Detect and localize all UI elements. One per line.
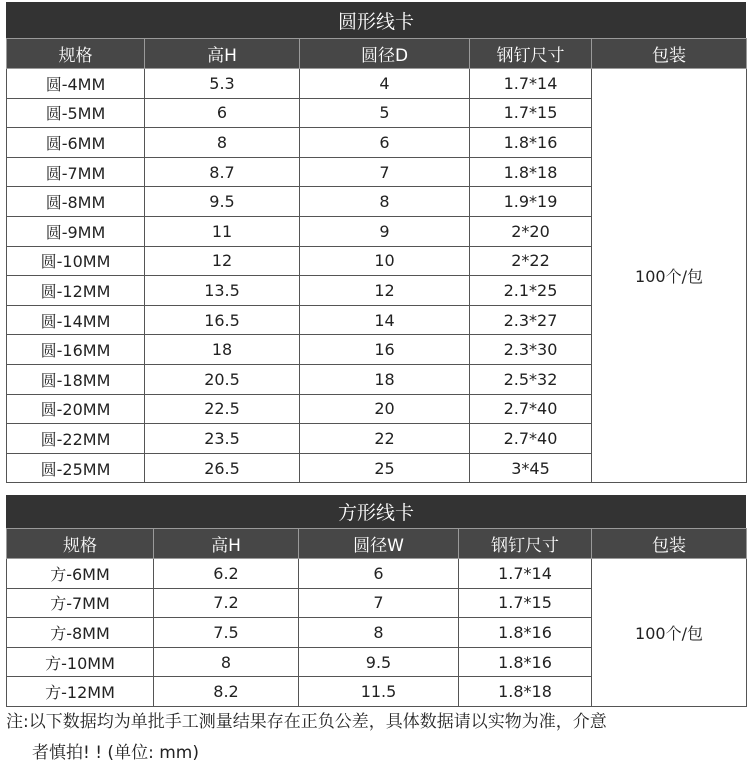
size-cell: 11.5	[299, 677, 459, 707]
height-cell: 16.5	[145, 305, 300, 335]
packaging-cell: 100个/包	[592, 559, 747, 707]
nail-size-cell: 2*20	[470, 216, 592, 246]
height-cell: 6	[145, 98, 300, 128]
header-height: 高H	[154, 529, 299, 559]
header-height: 高H	[145, 39, 300, 69]
square-table-body	[7, 559, 747, 707]
size-cell: 18	[300, 364, 470, 394]
height-cell: 20.5	[145, 364, 300, 394]
spec-cell: 圆-16MM	[7, 335, 145, 365]
size-cell: 4	[300, 69, 470, 99]
height-cell: 7.5	[154, 618, 299, 648]
header-spec: 规格	[7, 39, 145, 69]
note-line-1: 注:以下数据均为单批手工测量结果存在正负公差，具体数据请以实物为准，介意	[6, 712, 607, 732]
spec-cell: 圆-14MM	[7, 305, 145, 335]
height-cell: 9.5	[145, 187, 300, 217]
square-table-title: 方形线卡	[6, 495, 746, 528]
table-row	[7, 559, 747, 589]
square-spec-table	[6, 528, 747, 707]
height-cell: 23.5	[145, 424, 300, 454]
size-cell: 8	[299, 618, 459, 648]
nail-size-cell: 1.8*16	[459, 647, 592, 677]
round-table-body	[7, 69, 747, 483]
size-cell: 25	[300, 453, 470, 483]
height-cell: 8	[145, 128, 300, 158]
header-row	[7, 39, 747, 69]
height-cell: 11	[145, 216, 300, 246]
header-nail-size: 钢钉尺寸	[459, 529, 592, 559]
spec-cell: 方-6MM	[7, 559, 154, 589]
size-cell: 9	[300, 216, 470, 246]
spec-cell: 圆-9MM	[7, 216, 145, 246]
height-cell: 26.5	[145, 453, 300, 483]
header-row	[7, 529, 747, 559]
header-spec: 规格	[7, 529, 154, 559]
spec-cell: 圆-18MM	[7, 364, 145, 394]
spec-cell: 圆-12MM	[7, 276, 145, 306]
nail-size-cell: 2.3*27	[470, 305, 592, 335]
spec-cell: 圆-22MM	[7, 424, 145, 454]
height-cell: 5.3	[145, 69, 300, 99]
nail-size-cell: 1.8*18	[470, 157, 592, 187]
header-packaging: 包装	[592, 529, 747, 559]
nail-size-cell: 2.3*30	[470, 335, 592, 365]
measurement-note	[6, 707, 746, 769]
spec-cell: 圆-7MM	[7, 157, 145, 187]
round-clip-section	[6, 2, 746, 483]
size-cell: 8	[300, 187, 470, 217]
round-table-title: 圆形线卡	[6, 2, 746, 38]
size-cell: 14	[300, 305, 470, 335]
spec-cell: 圆-6MM	[7, 128, 145, 158]
nail-size-cell: 2.7*40	[470, 424, 592, 454]
spec-cell: 圆-5MM	[7, 98, 145, 128]
spec-cell: 圆-10MM	[7, 246, 145, 276]
round-spec-table	[6, 38, 747, 483]
nail-size-cell: 1.7*14	[470, 69, 592, 99]
packaging-cell: 100个/包	[592, 69, 747, 483]
height-cell: 8	[154, 647, 299, 677]
size-cell: 16	[300, 335, 470, 365]
nail-size-cell: 2.7*40	[470, 394, 592, 424]
size-cell: 6	[300, 128, 470, 158]
size-cell: 20	[300, 394, 470, 424]
size-cell: 7	[300, 157, 470, 187]
spec-cell: 方-7MM	[7, 588, 154, 618]
nail-size-cell: 1.8*18	[459, 677, 592, 707]
header-diameter: 圆径D	[300, 39, 470, 69]
size-cell: 10	[300, 246, 470, 276]
height-cell: 7.2	[154, 588, 299, 618]
height-cell: 13.5	[145, 276, 300, 306]
height-cell: 8.7	[145, 157, 300, 187]
header-packaging: 包装	[592, 39, 747, 69]
height-cell: 22.5	[145, 394, 300, 424]
header-width: 圆径W	[299, 529, 459, 559]
nail-size-cell: 1.7*14	[459, 559, 592, 589]
height-cell: 6.2	[154, 559, 299, 589]
size-cell: 6	[299, 559, 459, 589]
note-line-2: 者慎拍! ! (单位: mm)	[32, 743, 199, 763]
spec-cell: 圆-25MM	[7, 453, 145, 483]
spec-cell: 方-10MM	[7, 647, 154, 677]
spec-cell: 方-8MM	[7, 618, 154, 648]
height-cell: 12	[145, 246, 300, 276]
nail-size-cell: 2.5*32	[470, 364, 592, 394]
height-cell: 18	[145, 335, 300, 365]
size-cell: 12	[300, 276, 470, 306]
size-cell: 22	[300, 424, 470, 454]
spec-cell: 方-12MM	[7, 677, 154, 707]
height-cell: 8.2	[154, 677, 299, 707]
nail-size-cell: 2*22	[470, 246, 592, 276]
table-row	[7, 69, 747, 99]
spec-cell: 圆-4MM	[7, 69, 145, 99]
size-cell: 5	[300, 98, 470, 128]
nail-size-cell: 1.7*15	[459, 588, 592, 618]
header-nail-size: 钢钉尺寸	[470, 39, 592, 69]
square-clip-section	[6, 495, 746, 707]
nail-size-cell: 2.1*25	[470, 276, 592, 306]
nail-size-cell: 1.8*16	[459, 618, 592, 648]
size-cell: 7	[299, 588, 459, 618]
spec-cell: 圆-8MM	[7, 187, 145, 217]
nail-size-cell: 1.7*15	[470, 98, 592, 128]
nail-size-cell: 1.8*16	[470, 128, 592, 158]
size-cell: 9.5	[299, 647, 459, 677]
nail-size-cell: 1.9*19	[470, 187, 592, 217]
nail-size-cell: 3*45	[470, 453, 592, 483]
spec-cell: 圆-20MM	[7, 394, 145, 424]
